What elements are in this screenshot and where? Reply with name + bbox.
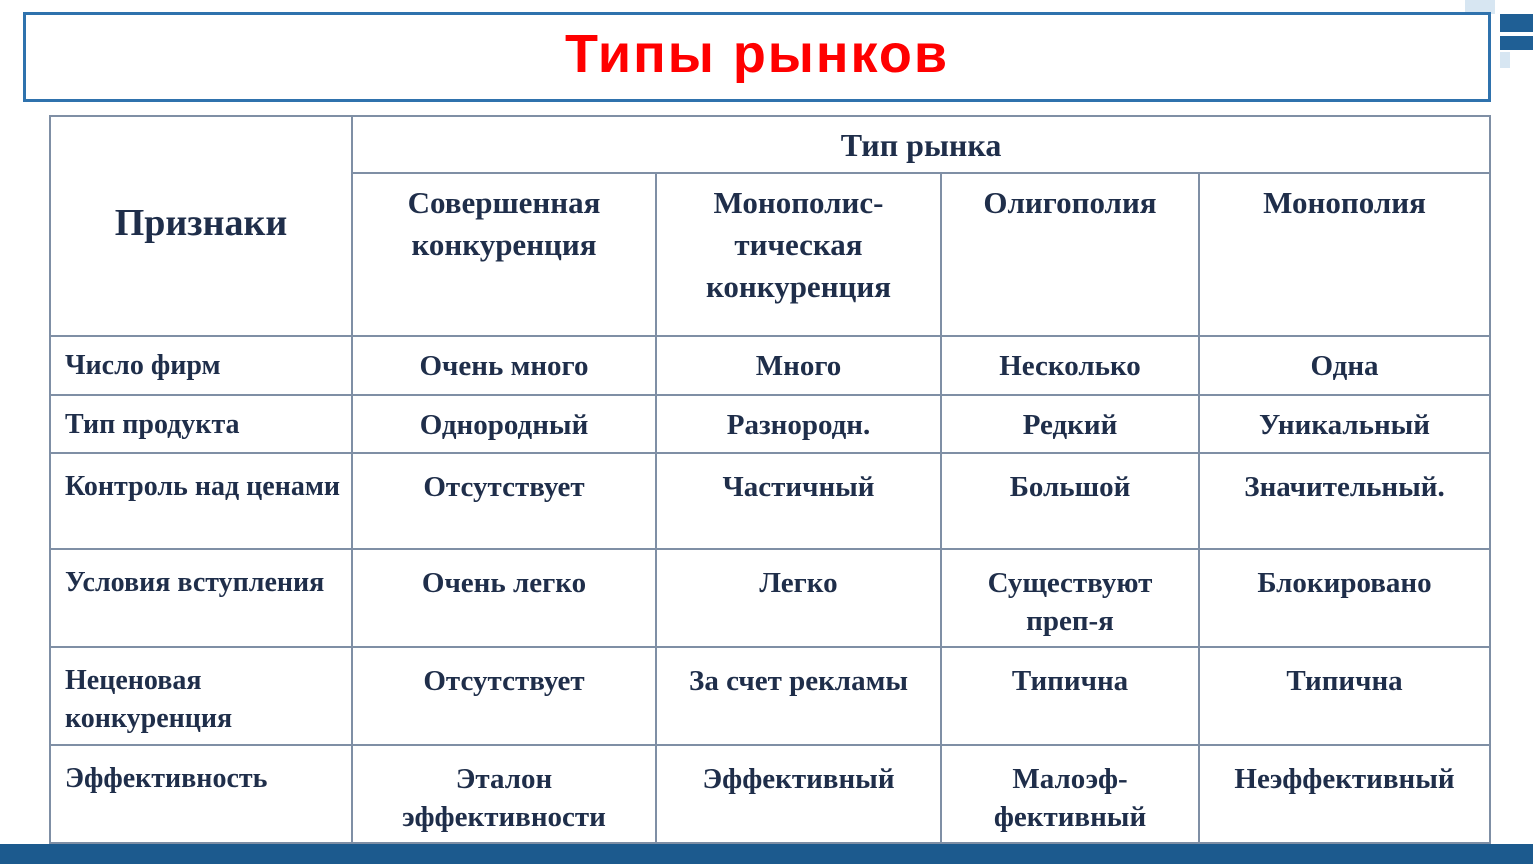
table-cell: Редкий [941,395,1199,453]
column-header-perfect-competition: Совершенная конкуренция [352,173,656,336]
table-cell: Отсутствует [352,453,656,549]
row-label: Контроль над ценами [50,453,352,549]
table-cell: Много [656,336,941,395]
row-label: Число фирм [50,336,352,395]
table-cell: Отсутствует [352,647,656,745]
table-cell: Частичный [656,453,941,549]
table-cell: Очень легко [352,549,656,647]
decor-square [1500,14,1533,32]
table-cell: Малоэф-фективный [941,745,1199,843]
table-row [50,453,1490,549]
row-label: Эффективность [50,745,352,843]
table-header-row [50,116,1490,173]
table-row [50,336,1490,395]
market-types-table [49,115,1491,844]
slide-title: Типы рынков [564,24,950,84]
table-cell: Одна [1199,336,1490,395]
table-cell: Неэффективный [1199,745,1490,843]
table-row [50,395,1490,453]
column-header-monopolistic-competition: Монополис-тическая конкуренция [656,173,941,336]
row-label: Неценовая конкуренция [50,647,352,745]
table-cell: Блокировано [1199,549,1490,647]
table-cell: Эталон эффективности [352,745,656,843]
table-row [50,647,1490,745]
table-cell: За счет рекламы [656,647,941,745]
table-cell: Существуют преп-я [941,549,1199,647]
table-cell: Эффективный [656,745,941,843]
table-cell: Значительный. [1199,453,1490,549]
title-box [23,12,1491,102]
decor-square [1500,36,1533,50]
table-row [50,745,1490,843]
table-cell: Несколько [941,336,1199,395]
table-cell: Уникальный [1199,395,1490,453]
row-label: Тип продукта [50,395,352,453]
features-header: Признаки [50,116,352,336]
row-label: Условия вступления [50,549,352,647]
table-cell: Легко [656,549,941,647]
table-cell: Типична [941,647,1199,745]
table-cell: Разнородн. [656,395,941,453]
table-row [50,549,1490,647]
market-type-header: Тип рынка [352,116,1490,173]
column-header-monopoly: Монополия [1199,173,1490,336]
column-header-oligopoly: Олигополия [941,173,1199,336]
bottom-accent-bar [0,844,1533,864]
table-cell: Большой [941,453,1199,549]
table-cell: Однородный [352,395,656,453]
table-cell: Типична [1199,647,1490,745]
decor-square [1500,52,1510,68]
table-cell: Очень много [352,336,656,395]
